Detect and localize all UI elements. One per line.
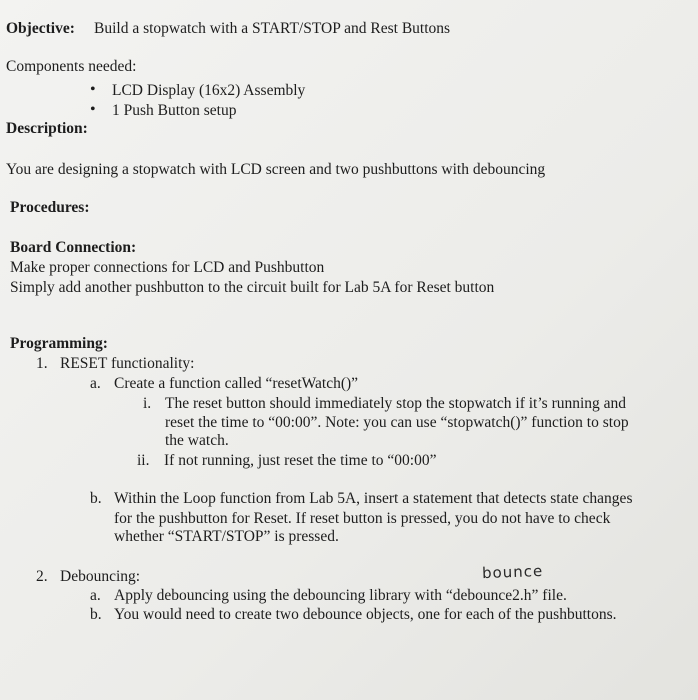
- components-heading: Components needed:: [6, 58, 137, 75]
- item1b-marker: b.: [90, 490, 102, 507]
- item1a-i-line: reset the time to “00:00”. Note: you can use “stopwatch()” function to stop: [165, 414, 629, 431]
- board-heading: Board Connection:: [10, 239, 137, 256]
- item2b-text: You would need to create two debounce objects, one for each of the pushbuttons.: [114, 606, 617, 623]
- handwritten-note: bounce: [481, 561, 544, 583]
- item1a-i-marker: i.: [143, 395, 152, 412]
- bullet-dot: •: [90, 81, 96, 98]
- item1a-marker: a.: [90, 375, 101, 392]
- item2a-text: Apply debouncing using the debouncing library with “debounce2.h” file.: [114, 587, 567, 604]
- description-heading: Description:: [6, 120, 88, 137]
- objective-text: Build a stopwatch with a START/STOP and Rest Buttons: [94, 20, 451, 37]
- item2a-marker: a.: [90, 587, 101, 604]
- item1a-i-line: the watch.: [165, 432, 229, 449]
- item2b-marker: b.: [90, 606, 102, 623]
- item2-number: 2.: [36, 568, 48, 585]
- item1a-ii-marker: ii.: [137, 452, 150, 469]
- board-line: Simply add another pushbutton to the circuit built for Lab 5A for Reset button: [10, 279, 495, 296]
- item1-title: RESET functionality:: [60, 355, 195, 372]
- bullet-dot: •: [90, 101, 96, 118]
- item1-number: 1.: [36, 355, 48, 372]
- component-item: LCD Display (16x2) Assembly: [112, 82, 306, 99]
- board-line: Make proper connections for LCD and Pushbutton: [10, 259, 325, 276]
- procedures-heading: Procedures:: [10, 199, 90, 216]
- item1a-i-line: The reset button should immediately stop the stopwatch if it’s running and: [165, 395, 627, 412]
- component-item: 1 Push Button setup: [112, 102, 237, 119]
- item1b-line: whether “START/STOP” is pressed.: [114, 528, 339, 545]
- objective-label: Objective:: [6, 20, 75, 37]
- description-text: You are designing a stopwatch with LCD screen and two pushbuttons with debouncing: [6, 161, 546, 178]
- programming-heading: Programming:: [10, 335, 108, 352]
- item1a-ii-text: If not running, just reset the time to “00:00”: [164, 452, 437, 469]
- item1b-line: Within the Loop function from Lab 5A, insert a statement that detects state changes: [114, 490, 633, 507]
- item2-title: Debouncing:: [60, 568, 141, 585]
- item1b-line: for the pushbutton for Reset. If reset button is pressed, you do not have to check: [114, 510, 611, 527]
- item1a-text: Create a function called “resetWatch()”: [114, 375, 359, 392]
